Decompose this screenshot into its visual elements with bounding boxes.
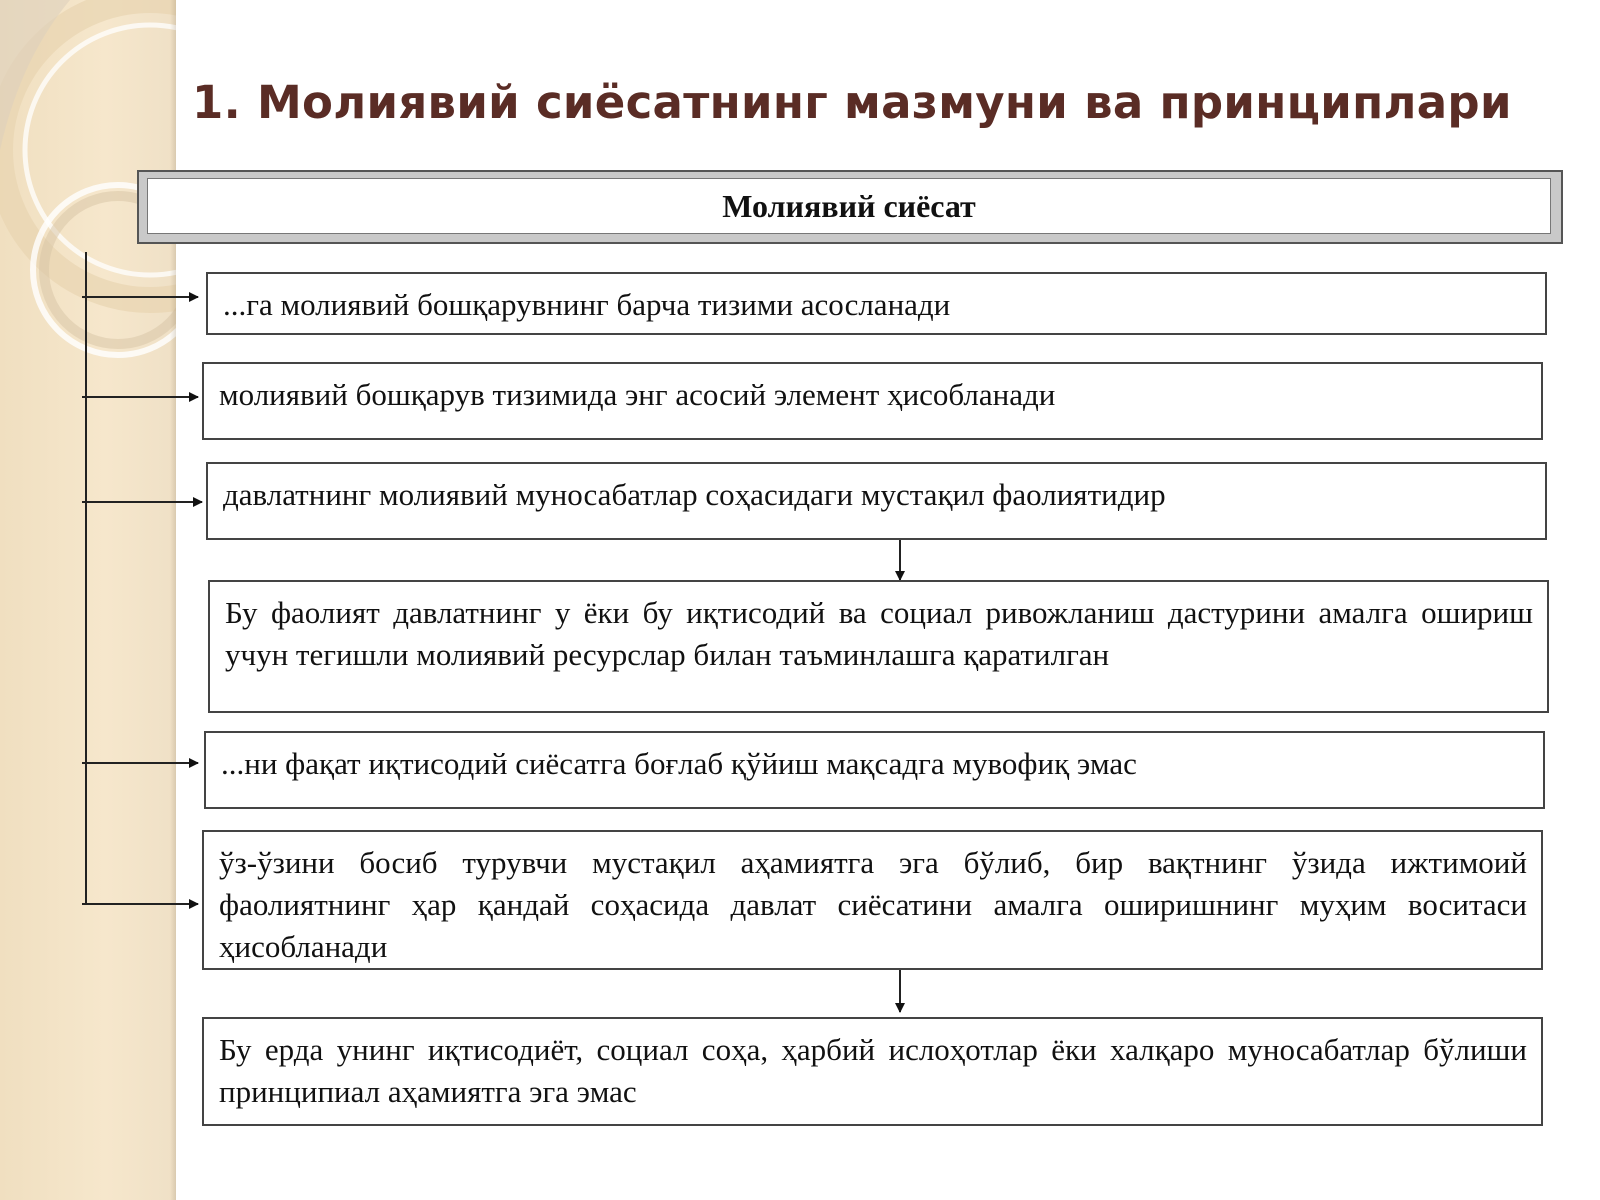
diagram-box-3: давлатнинг молиявий муносабатлар соҳасидаги мустақил фаолиятидир xyxy=(206,462,1547,540)
diagram-box-6: ўз-ўзини босиб турувчи мустақил аҳамиятга эга бўлиб, бир вақтнинг ўзида ижтимоий фаолиятнинг ҳар қандай соҳасида давлат сиёсатини амалга оширишнинг муҳим воситаси ҳисобланади xyxy=(202,830,1543,970)
diagram-box-1: ...га молиявий бошқарувнинг барча тизими асосланади xyxy=(206,272,1547,335)
diagram-box-2: молиявий бошқарув тизимида энг асосий элемент ҳисобланади xyxy=(202,362,1543,440)
diagram-box-7: Бу ерда унинг иқтисодиёт, социал соҳа, ҳарбий ислоҳотлар ёки халқаро муносабатлар бўлиши принципиал аҳамиятга эга эмас xyxy=(202,1017,1543,1126)
diagram-box-4: Бу фаолият давлатнинг у ёки бу иқтисодий ва социал ривожланиш дастурини амалга ошириш учун тегишли молиявий ресурслар билан таъминлашга қаратилган xyxy=(208,580,1549,713)
slide-title: 1. Молиявий сиёсатнинг мазмуни ва принциплари xyxy=(192,76,1512,129)
diagram-box-5: ...ни фақат иқтисодий сиёсатга боғлаб қўйиш мақсадга мувофиқ эмас xyxy=(204,731,1545,809)
diagram-header-label: Молиявий сиёсат xyxy=(147,178,1551,234)
